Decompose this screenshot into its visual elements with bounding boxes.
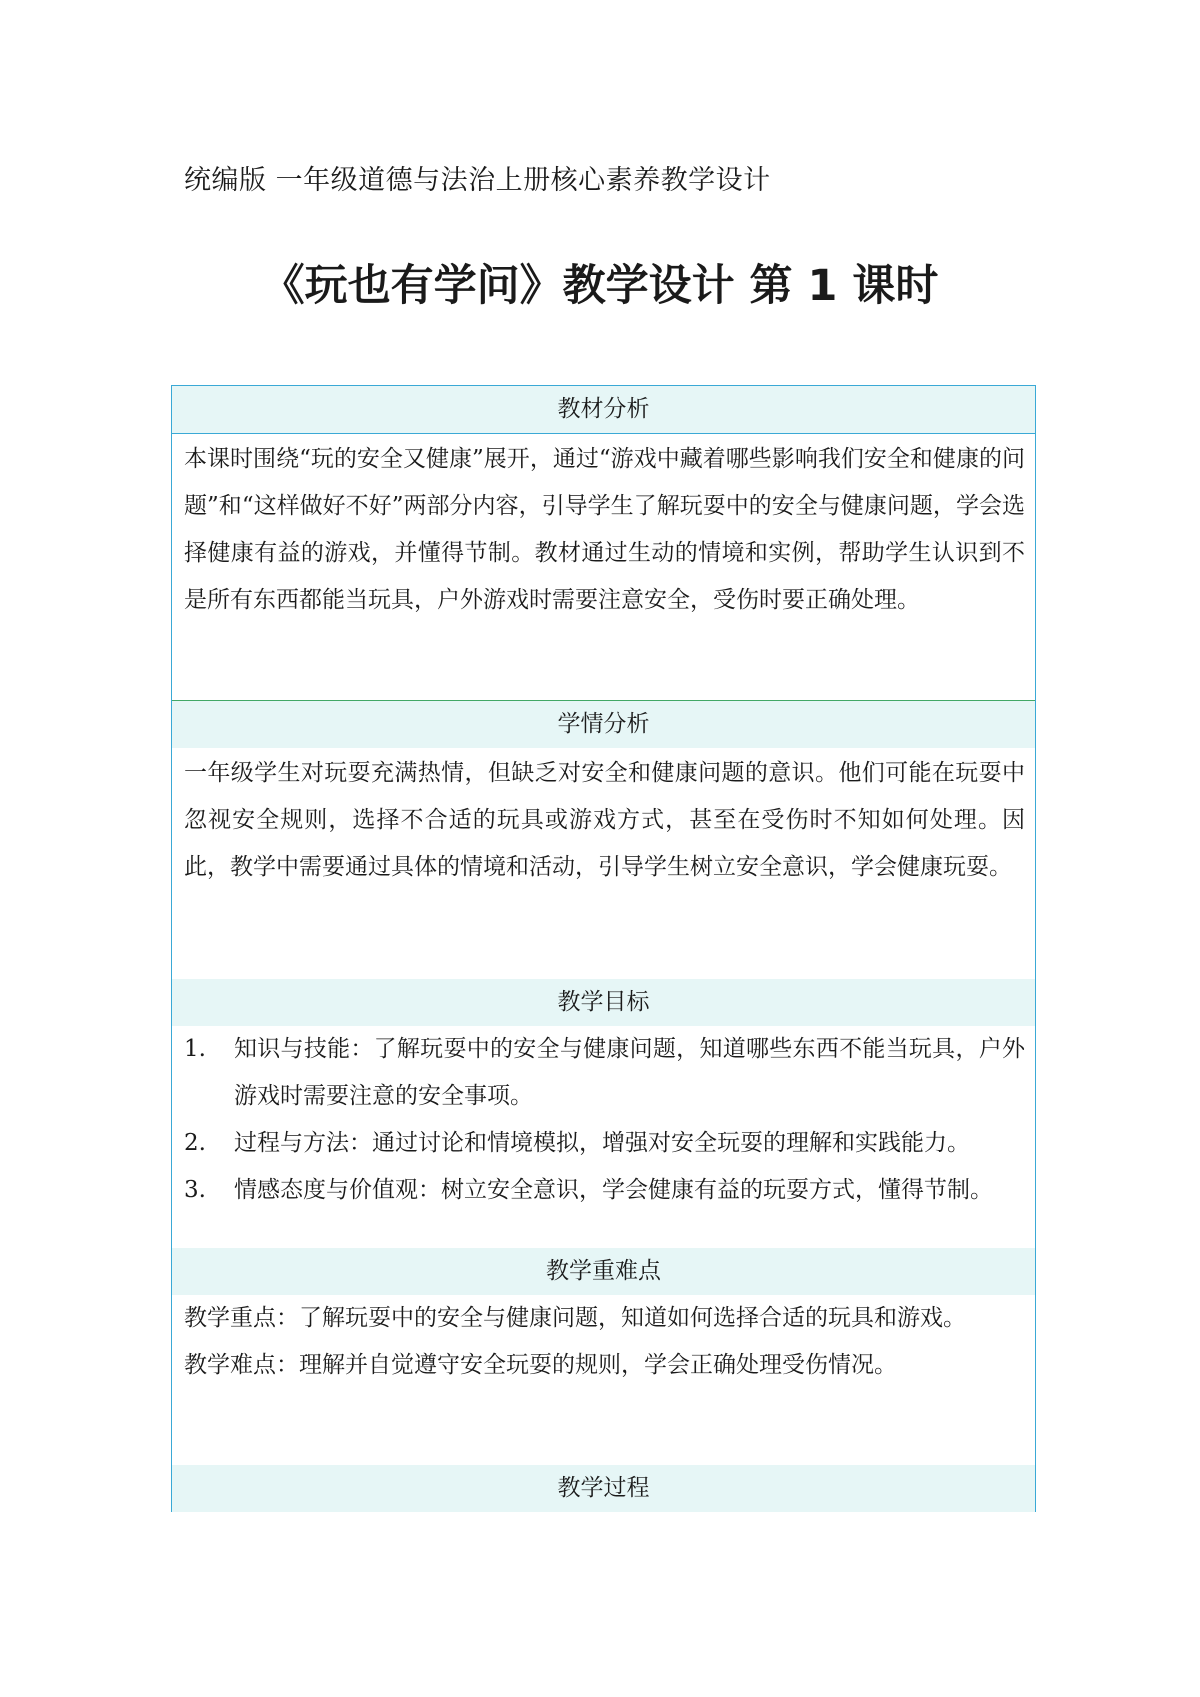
lesson-plan-table [171, 385, 1036, 1512]
section-body-key-difficult-points [172, 1295, 1035, 1465]
document-title: 《玩也有学问》教学设计 第 1 课时 [261, 261, 939, 311]
teaching-focus: 教学重点：了解玩耍中的安全与健康问题，知道如何选择合适的玩具和游戏。 [184, 1305, 966, 1331]
section-header-teaching-goals: 教学目标 [172, 979, 1035, 1026]
section-body-material-analysis: 本课时围绕“玩的安全又健康”展开，通过“游戏中藏着哪些影响我们安全和健康的问题”和“这样做好不好”两部分内容，引导学生了解玩耍中的安全与健康问题，学会选择健康有益的游戏，并懂得节制。教材通过生动的情境和实例，帮助学生认识到不是所有东西都能当玩具，户外游戏时需要注意安全，受伤时要正确处理。 [172, 433, 1035, 700]
section-header-key-difficult-points: 教学重难点 [172, 1248, 1035, 1295]
section-header-teaching-process: 教学过程 [172, 1465, 1035, 1512]
goal-text: 情感态度与价值观：树立安全意识，学会健康有益的玩耍方式，懂得节制。 [234, 1177, 993, 1203]
document-subtitle: 统编版 一年级道德与法治上册核心素养教学设计 [184, 165, 771, 196]
section-body-teaching-goals [172, 1026, 1035, 1248]
teaching-difficulty: 教学难点：理解并自觉遵守安全玩耍的规则，学会正确处理受伤情况。 [184, 1352, 897, 1378]
goal-text: 过程与方法：通过讨论和情境模拟，增强对安全玩耍的理解和实践能力。 [234, 1130, 970, 1156]
goal-item [184, 1167, 1025, 1214]
goal-number: 3. [184, 1177, 206, 1203]
goal-text: 知识与技能：了解玩耍中的安全与健康问题，知道哪些东西不能当玩具，户外游戏时需要注意的安全事项。 [234, 1036, 1025, 1109]
goal-number: 1. [184, 1036, 206, 1062]
goal-item [184, 1026, 1025, 1120]
section-header-material-analysis: 教材分析 [172, 386, 1035, 433]
section-header-learner-analysis: 学情分析 [172, 700, 1035, 748]
goal-number: 2. [184, 1130, 206, 1156]
section-body-learner-analysis: 一年级学生对玩耍充满热情，但缺乏对安全和健康问题的意识。他们可能在玩耍中忽视安全规则，选择不合适的玩具或游戏方式，甚至在受伤时不知如何处理。因此，教学中需要通过具体的情境和活动，引导学生树立安全意识，学会健康玩耍。 [184, 760, 1025, 880]
goal-item [184, 1120, 1025, 1167]
